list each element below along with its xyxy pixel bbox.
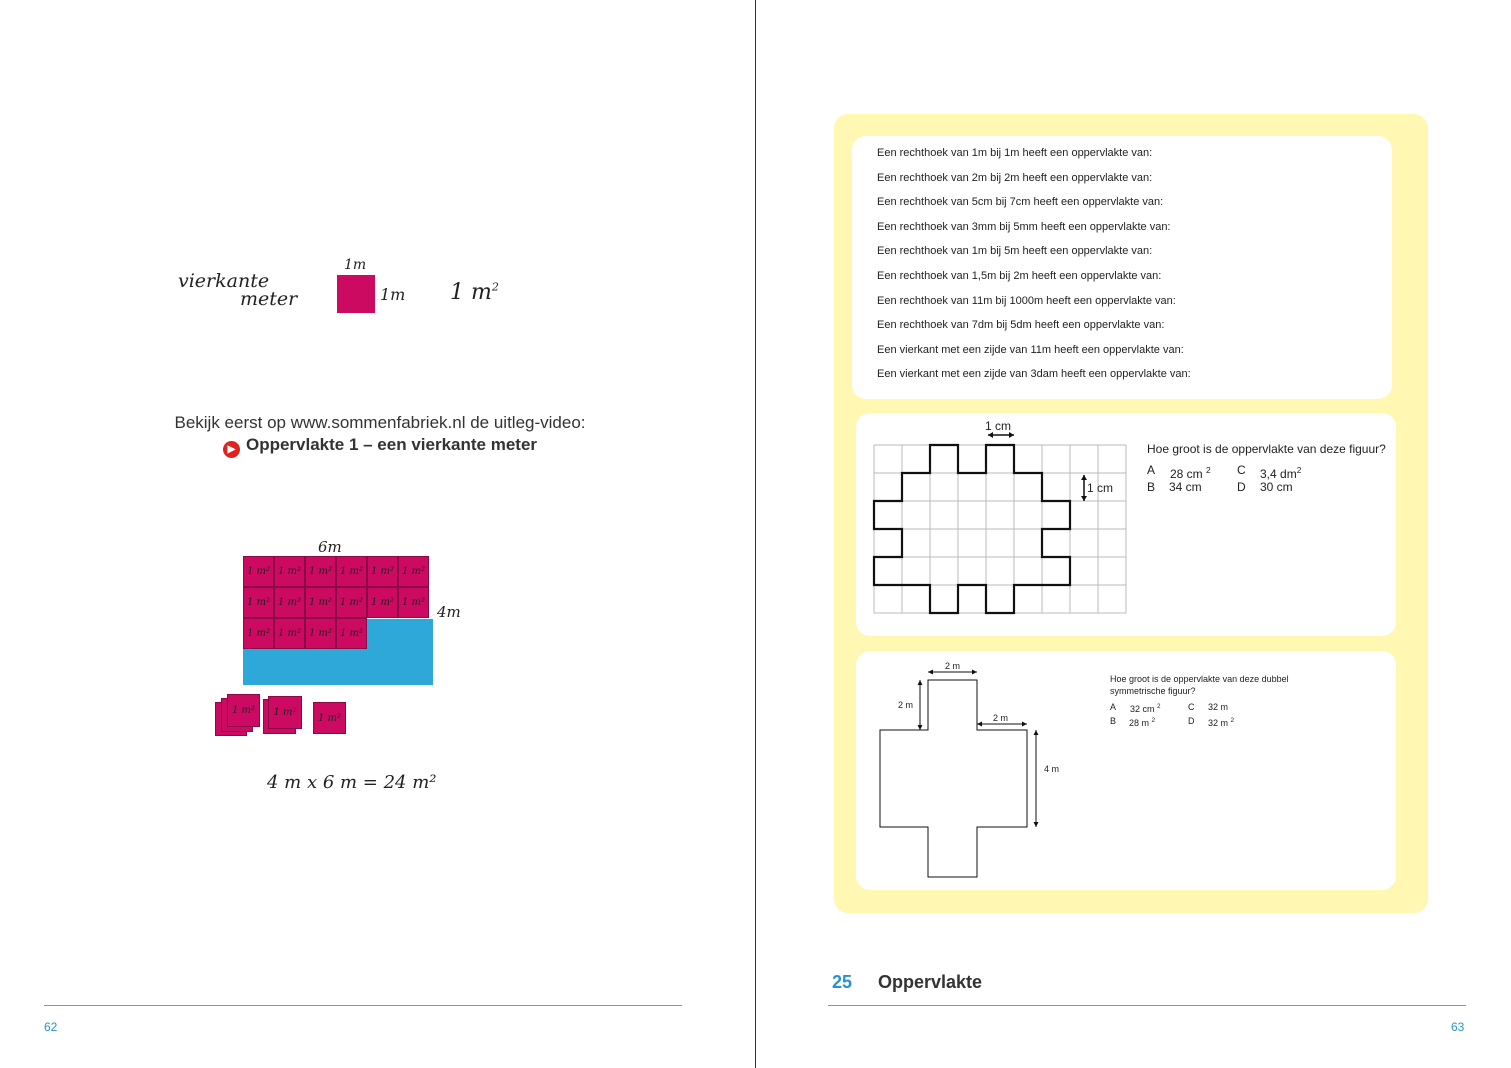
tile-stack-2b: 1 m²: [268, 696, 302, 729]
chapter-number: 25: [832, 972, 853, 992]
grid-top-label: 6m: [318, 538, 342, 556]
square-meter-tile: 1 m²: [367, 587, 398, 618]
cross-option-c: 32 m: [1208, 702, 1229, 712]
cross-question-text: Hoe groot is de oppervlakte van deze dubbel symmetrische figuur?: [1110, 674, 1289, 696]
vm-side-label: 1m: [380, 285, 406, 304]
square-meter-tile: 1 m²: [274, 556, 305, 587]
square-meter-tile: 1 m²: [243, 587, 274, 618]
cross-options: [1110, 700, 1260, 728]
left-footer-rule: [44, 1005, 682, 1006]
vm-top-label: 1m: [344, 257, 367, 273]
grid-side-measure: 1 cm: [1087, 481, 1114, 495]
cross-option-b: 28 m $^2$: [1129, 717, 1156, 728]
book-spine: [755, 0, 756, 1068]
grid-option-d: 30 cm: [1260, 480, 1293, 494]
video-instruction: [120, 412, 640, 458]
grid-options: [1147, 462, 1347, 496]
question-item: Een rechthoek van 7dm bij 5dm heeft een oppervlakte van:: [877, 319, 1165, 332]
square-meter-tile: 1 m²: [274, 587, 305, 618]
question-item: Een rechthoek van 1m bij 1m heeft een oppervlakte van:: [877, 147, 1153, 159]
cross-top-label: 2 m: [945, 661, 961, 671]
cross-options-row1: [1110, 700, 1260, 714]
tile-stack-1c: 1 m²: [227, 694, 260, 727]
play-icon: ▶: [223, 441, 240, 458]
square-meter-tile: 1 m²: [243, 556, 274, 587]
question-item: Een rechthoek van 2m bij 2m heeft een oppervlakte van:: [877, 171, 1153, 184]
cross-right-label: 4 m: [1044, 764, 1060, 774]
chapter-title: Oppervlakte: [878, 972, 983, 992]
square-meter-tile: 1 m²: [367, 556, 398, 587]
grid-options-row2: [1147, 479, 1347, 496]
square-meter-tile: 1 m²: [336, 618, 367, 649]
grid-option-b: 34 cm: [1169, 480, 1202, 494]
square-meter-tile: 1 m²: [274, 618, 305, 649]
tile-single: 1 m²: [313, 702, 346, 734]
vierkante-meter-label: [178, 272, 297, 308]
cross-arm-label: 2 m: [993, 713, 1009, 723]
video-link[interactable]: [120, 434, 640, 458]
cross-option-d-letter: D: [1188, 716, 1195, 726]
grid-option-a: 28 cm $^2$: [1170, 465, 1211, 481]
cross-figure: [870, 660, 1070, 885]
grid-top-measure: 1 cm: [985, 419, 1012, 433]
grid-side-label: 4m: [437, 603, 461, 621]
question-item: Een rechthoek van 1m bij 5m heeft een oppervlakte van:: [877, 245, 1153, 258]
cross-option-c-letter: C: [1188, 702, 1195, 712]
intro-line: Bekijk eerst op www.sommenfabriek.nl de uitleg-video:: [174, 413, 586, 432]
grid-option-a-letter: A: [1147, 463, 1156, 477]
grid-option-c-letter: C: [1237, 463, 1246, 477]
question-item: Een rechthoek van 3mm bij 5mm heeft een oppervlakte van:: [877, 220, 1171, 233]
question-item: Een vierkant met een zijde van 3dam heeft een oppervlakte van:: [877, 368, 1191, 381]
square-meter-tile: 1 m²: [398, 556, 429, 587]
square-meter-tile: 1 m²: [305, 618, 336, 649]
cross-option-d: 32 m $^2$: [1208, 717, 1235, 728]
square-meter-tile: 1 m²: [398, 587, 429, 618]
area-equation: 4 m x 6 m = 24 m²: [267, 772, 437, 793]
grid-question-text: Hoe groot is de oppervlakte van deze figuur?: [1147, 442, 1386, 456]
grid-figure: [860, 415, 1140, 620]
grid-option-c: 3,4 $dm^2$: [1260, 465, 1302, 481]
question-item: Een rechthoek van 11m bij 1000m heeft een oppervlakte van:: [877, 294, 1176, 307]
square-meter-tile: 1 m²: [243, 618, 274, 649]
square-meter-tile: 1 m²: [305, 556, 336, 587]
question-list: [877, 147, 1191, 393]
cross-option-a-letter: A: [1110, 702, 1117, 712]
cross-option-a: 32 cm $^2$: [1130, 703, 1161, 714]
square-meter-tile: 1 m²: [336, 587, 367, 618]
cross-options-row2: [1110, 714, 1260, 728]
square-meter-illustration: [337, 275, 375, 313]
vm-unit-label: 1 $m^2$: [450, 280, 499, 305]
left-page-number: 62: [44, 1020, 58, 1034]
question-item: Een rechthoek van 5cm bij 7cm heeft een oppervlakte van:: [877, 196, 1164, 209]
cross-option-b-letter: B: [1110, 716, 1117, 726]
vm-line2: meter: [240, 288, 298, 310]
right-page-number: 63: [1451, 1020, 1465, 1034]
right-footer-rule: [828, 1005, 1466, 1006]
question-item: Een rechthoek van 1,5m bij 2m heeft een oppervlakte van:: [877, 269, 1162, 282]
vm-line1: vierkante: [178, 270, 270, 292]
square-meter-tile: 1 m²: [336, 556, 367, 587]
cross-left-label: 2 m: [898, 700, 914, 710]
square-meter-tiles: [243, 556, 435, 649]
question-item: Een vierkant met een zijde van 11m heeft een oppervlakte van:: [877, 343, 1184, 356]
video-title: Oppervlakte 1 – een vierkante meter: [245, 435, 538, 454]
grid-options-row1: [1147, 462, 1347, 479]
square-meter-tile: 1 m²: [305, 587, 336, 618]
grid-option-d-letter: D: [1237, 480, 1246, 494]
grid-option-b-letter: B: [1147, 480, 1156, 494]
